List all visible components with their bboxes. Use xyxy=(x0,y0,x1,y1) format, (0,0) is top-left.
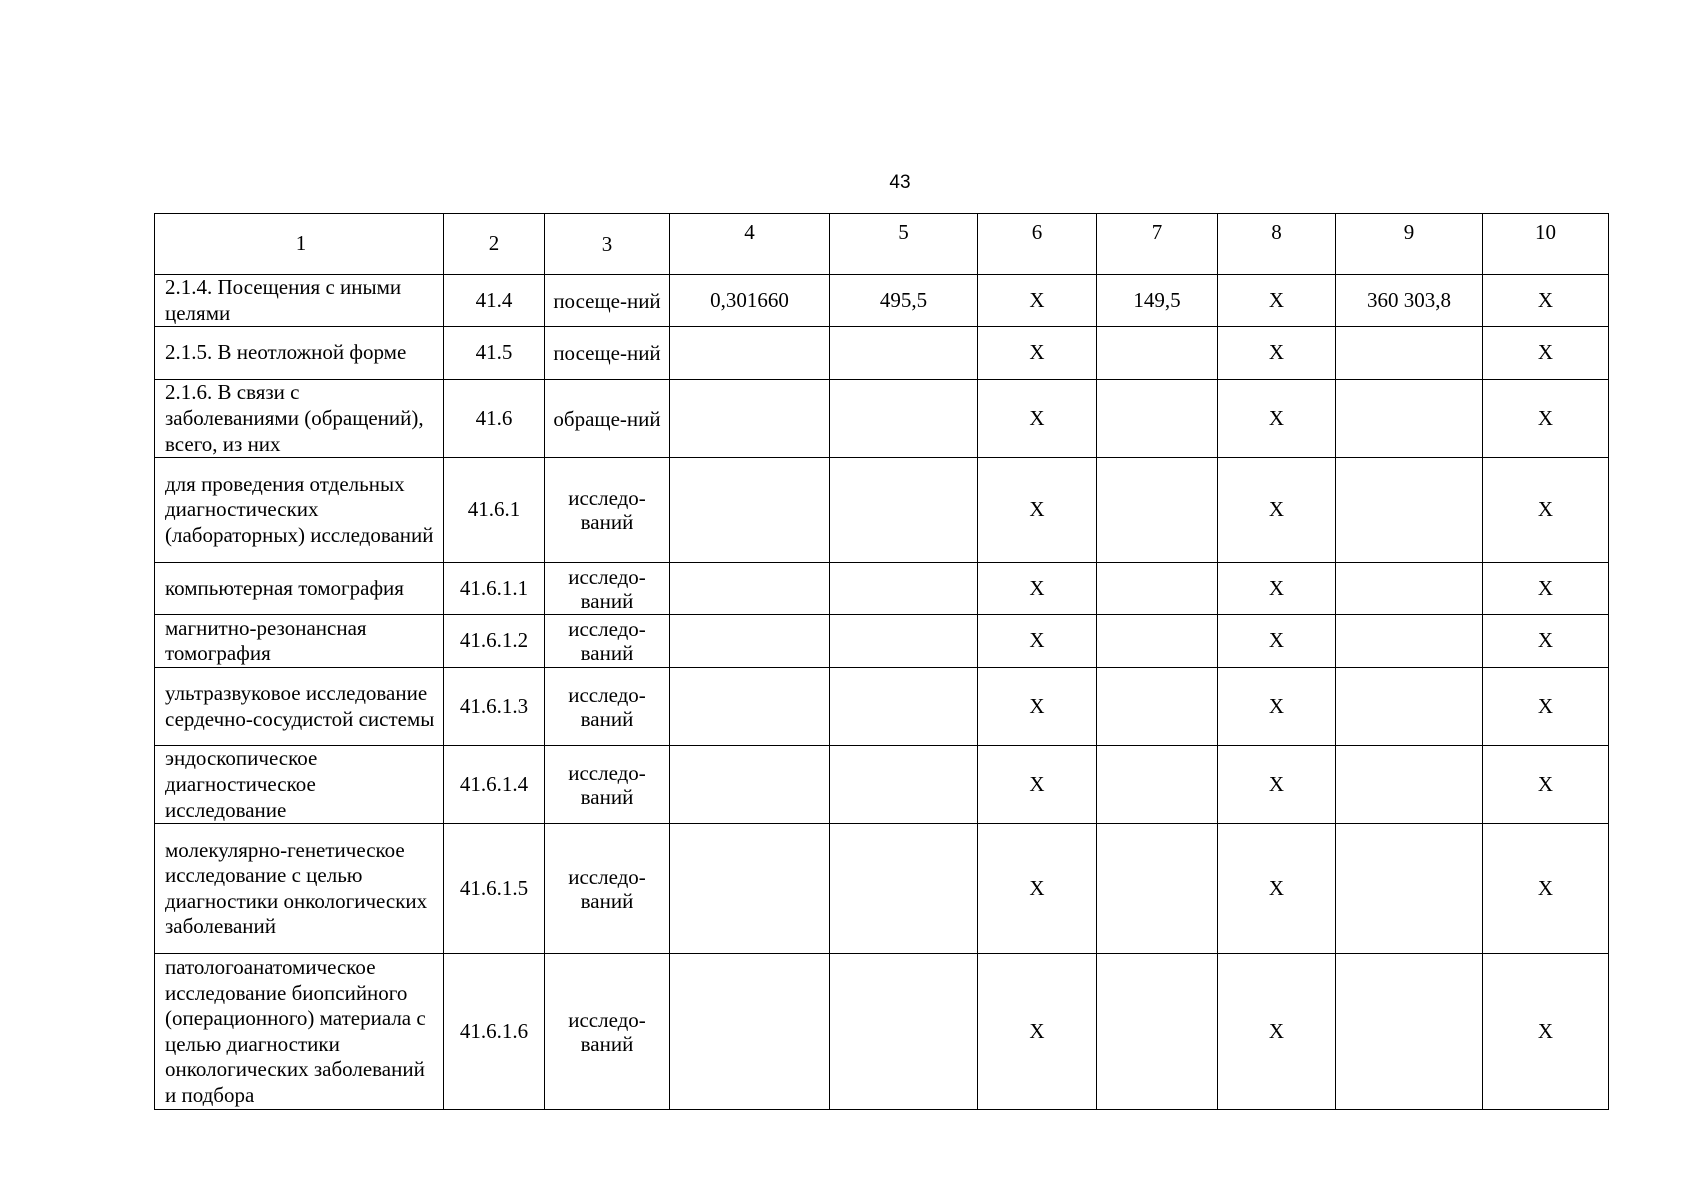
cell-col-10: Х xyxy=(1483,380,1609,458)
table-row xyxy=(155,563,1609,615)
cell-col-9 xyxy=(1336,668,1483,746)
cell-col-5 xyxy=(830,615,978,668)
cell-col-1: ультразвуковое исследование сердечно-сосудистой системы xyxy=(155,668,444,746)
cell-col-6: Х xyxy=(978,668,1097,746)
header-cell-9: 9 xyxy=(1336,214,1483,275)
cell-col-6: Х xyxy=(978,275,1097,327)
cell-col-10: Х xyxy=(1483,615,1609,668)
cell-col-1: 2.1.4. Посещения с иными целями xyxy=(155,275,444,327)
cell-col-5 xyxy=(830,746,978,824)
cell-col-4 xyxy=(670,563,830,615)
cell-col-10: Х xyxy=(1483,746,1609,824)
cell-col-10: Х xyxy=(1483,824,1609,954)
cell-col-6: Х xyxy=(978,380,1097,458)
cell-col-3: посеще-ний xyxy=(545,275,670,327)
cell-col-1: 2.1.5. В неотложной форме xyxy=(155,327,444,380)
header-cell-7: 7 xyxy=(1097,214,1218,275)
cell-col-4 xyxy=(670,327,830,380)
cell-col-4 xyxy=(670,458,830,563)
cell-col-1: молекулярно-генетическое исследование с целью диагностики онкологических заболеваний xyxy=(155,824,444,954)
cell-col-5 xyxy=(830,458,978,563)
header-cell-5: 5 xyxy=(830,214,978,275)
cell-col-8: Х xyxy=(1218,563,1336,615)
header-cell-1: 1 xyxy=(155,214,444,275)
cell-col-5 xyxy=(830,563,978,615)
cell-col-8: Х xyxy=(1218,824,1336,954)
cell-col-7 xyxy=(1097,668,1218,746)
cell-col-10: Х xyxy=(1483,668,1609,746)
cell-col-1: для проведения отдельных диагностических (лабораторных) исследований xyxy=(155,458,444,563)
cell-col-10: Х xyxy=(1483,275,1609,327)
cell-col-8: Х xyxy=(1218,615,1336,668)
cell-col-10: Х xyxy=(1483,327,1609,380)
table-row xyxy=(155,824,1609,954)
cell-col-3: исследо-ваний xyxy=(545,668,670,746)
header-cell-4: 4 xyxy=(670,214,830,275)
header-cell-2: 2 xyxy=(444,214,545,275)
data-table xyxy=(154,213,1609,1110)
table-body xyxy=(155,275,1609,1110)
cell-col-3: исследо-ваний xyxy=(545,746,670,824)
table-row xyxy=(155,746,1609,824)
cell-col-3: исследо-ваний xyxy=(545,824,670,954)
cell-col-7 xyxy=(1097,563,1218,615)
cell-col-9 xyxy=(1336,563,1483,615)
cell-col-5 xyxy=(830,824,978,954)
cell-col-3: исследо-ваний xyxy=(545,458,670,563)
cell-col-4 xyxy=(670,746,830,824)
cell-col-9 xyxy=(1336,327,1483,380)
cell-col-4: 0,301660 xyxy=(670,275,830,327)
cell-col-7 xyxy=(1097,458,1218,563)
cell-col-4 xyxy=(670,668,830,746)
cell-col-9 xyxy=(1336,954,1483,1110)
cell-col-3: посеще-ний xyxy=(545,327,670,380)
cell-col-9 xyxy=(1336,824,1483,954)
cell-col-8: Х xyxy=(1218,954,1336,1110)
cell-col-5 xyxy=(830,380,978,458)
header-cell-8: 8 xyxy=(1218,214,1336,275)
cell-col-5: 495,5 xyxy=(830,275,978,327)
cell-col-2: 41.6.1.4 xyxy=(444,746,545,824)
cell-col-1: компьютерная томография xyxy=(155,563,444,615)
cell-col-8: Х xyxy=(1218,668,1336,746)
cell-col-2: 41.6.1.6 xyxy=(444,954,545,1110)
cell-col-7 xyxy=(1097,746,1218,824)
table-row xyxy=(155,275,1609,327)
cell-col-1: патологоанатомическое исследование биопсийного (операционного) материала с целью диагностики онкологических заболеваний и подбора xyxy=(155,954,444,1110)
cell-col-6: Х xyxy=(978,563,1097,615)
cell-col-3: исследо-ваний xyxy=(545,563,670,615)
cell-col-8: Х xyxy=(1218,458,1336,563)
cell-col-10: Х xyxy=(1483,563,1609,615)
table-row xyxy=(155,954,1609,1110)
cell-col-3: исследо-ваний xyxy=(545,615,670,668)
cell-col-10: Х xyxy=(1483,458,1609,563)
cell-col-4 xyxy=(670,954,830,1110)
cell-col-5 xyxy=(830,668,978,746)
cell-col-9 xyxy=(1336,615,1483,668)
cell-col-6: Х xyxy=(978,824,1097,954)
cell-col-6: Х xyxy=(978,458,1097,563)
header-cell-10: 10 xyxy=(1483,214,1609,275)
cell-col-8: Х xyxy=(1218,327,1336,380)
cell-col-6: Х xyxy=(978,615,1097,668)
cell-col-6: Х xyxy=(978,327,1097,380)
header-cell-3: 3 xyxy=(545,214,670,275)
cell-col-7 xyxy=(1097,615,1218,668)
cell-col-1: 2.1.6. В связи с заболеваниями (обращений), всего, из них xyxy=(155,380,444,458)
page-number: 43 xyxy=(889,172,911,193)
cell-col-2: 41.6 xyxy=(444,380,545,458)
cell-col-4 xyxy=(670,380,830,458)
cell-col-2: 41.6.1.3 xyxy=(444,668,545,746)
cell-col-3: обраще-ний xyxy=(545,380,670,458)
header-cell-6: 6 xyxy=(978,214,1097,275)
cell-col-6: Х xyxy=(978,954,1097,1110)
cell-col-4 xyxy=(670,824,830,954)
cell-col-2: 41.6.1.1 xyxy=(444,563,545,615)
cell-col-3: исследо-ваний xyxy=(545,954,670,1110)
cell-col-7: 149,5 xyxy=(1097,275,1218,327)
cell-col-8: Х xyxy=(1218,275,1336,327)
cell-col-1: магнитно-резонансная томография xyxy=(155,615,444,668)
cell-col-2: 41.6.1.5 xyxy=(444,824,545,954)
cell-col-10: Х xyxy=(1483,954,1609,1110)
cell-col-2: 41.5 xyxy=(444,327,545,380)
cell-col-8: Х xyxy=(1218,380,1336,458)
cell-col-5 xyxy=(830,327,978,380)
cell-col-6: Х xyxy=(978,746,1097,824)
cell-col-2: 41.4 xyxy=(444,275,545,327)
cell-col-7 xyxy=(1097,954,1218,1110)
cell-col-9 xyxy=(1336,458,1483,563)
cell-col-7 xyxy=(1097,327,1218,380)
table-row xyxy=(155,615,1609,668)
cell-col-1: эндоскопическое диагностическое исследование xyxy=(155,746,444,824)
table-row xyxy=(155,327,1609,380)
cell-col-5 xyxy=(830,954,978,1110)
cell-col-2: 41.6.1.2 xyxy=(444,615,545,668)
cell-col-7 xyxy=(1097,380,1218,458)
cell-col-9: 360 303,8 xyxy=(1336,275,1483,327)
cell-col-4 xyxy=(670,615,830,668)
table-row xyxy=(155,458,1609,563)
cell-col-9 xyxy=(1336,746,1483,824)
cell-col-7 xyxy=(1097,824,1218,954)
cell-col-8: Х xyxy=(1218,746,1336,824)
cell-col-9 xyxy=(1336,380,1483,458)
cell-col-2: 41.6.1 xyxy=(444,458,545,563)
header-row xyxy=(155,214,1609,275)
table-row xyxy=(155,668,1609,746)
table-row xyxy=(155,380,1609,458)
